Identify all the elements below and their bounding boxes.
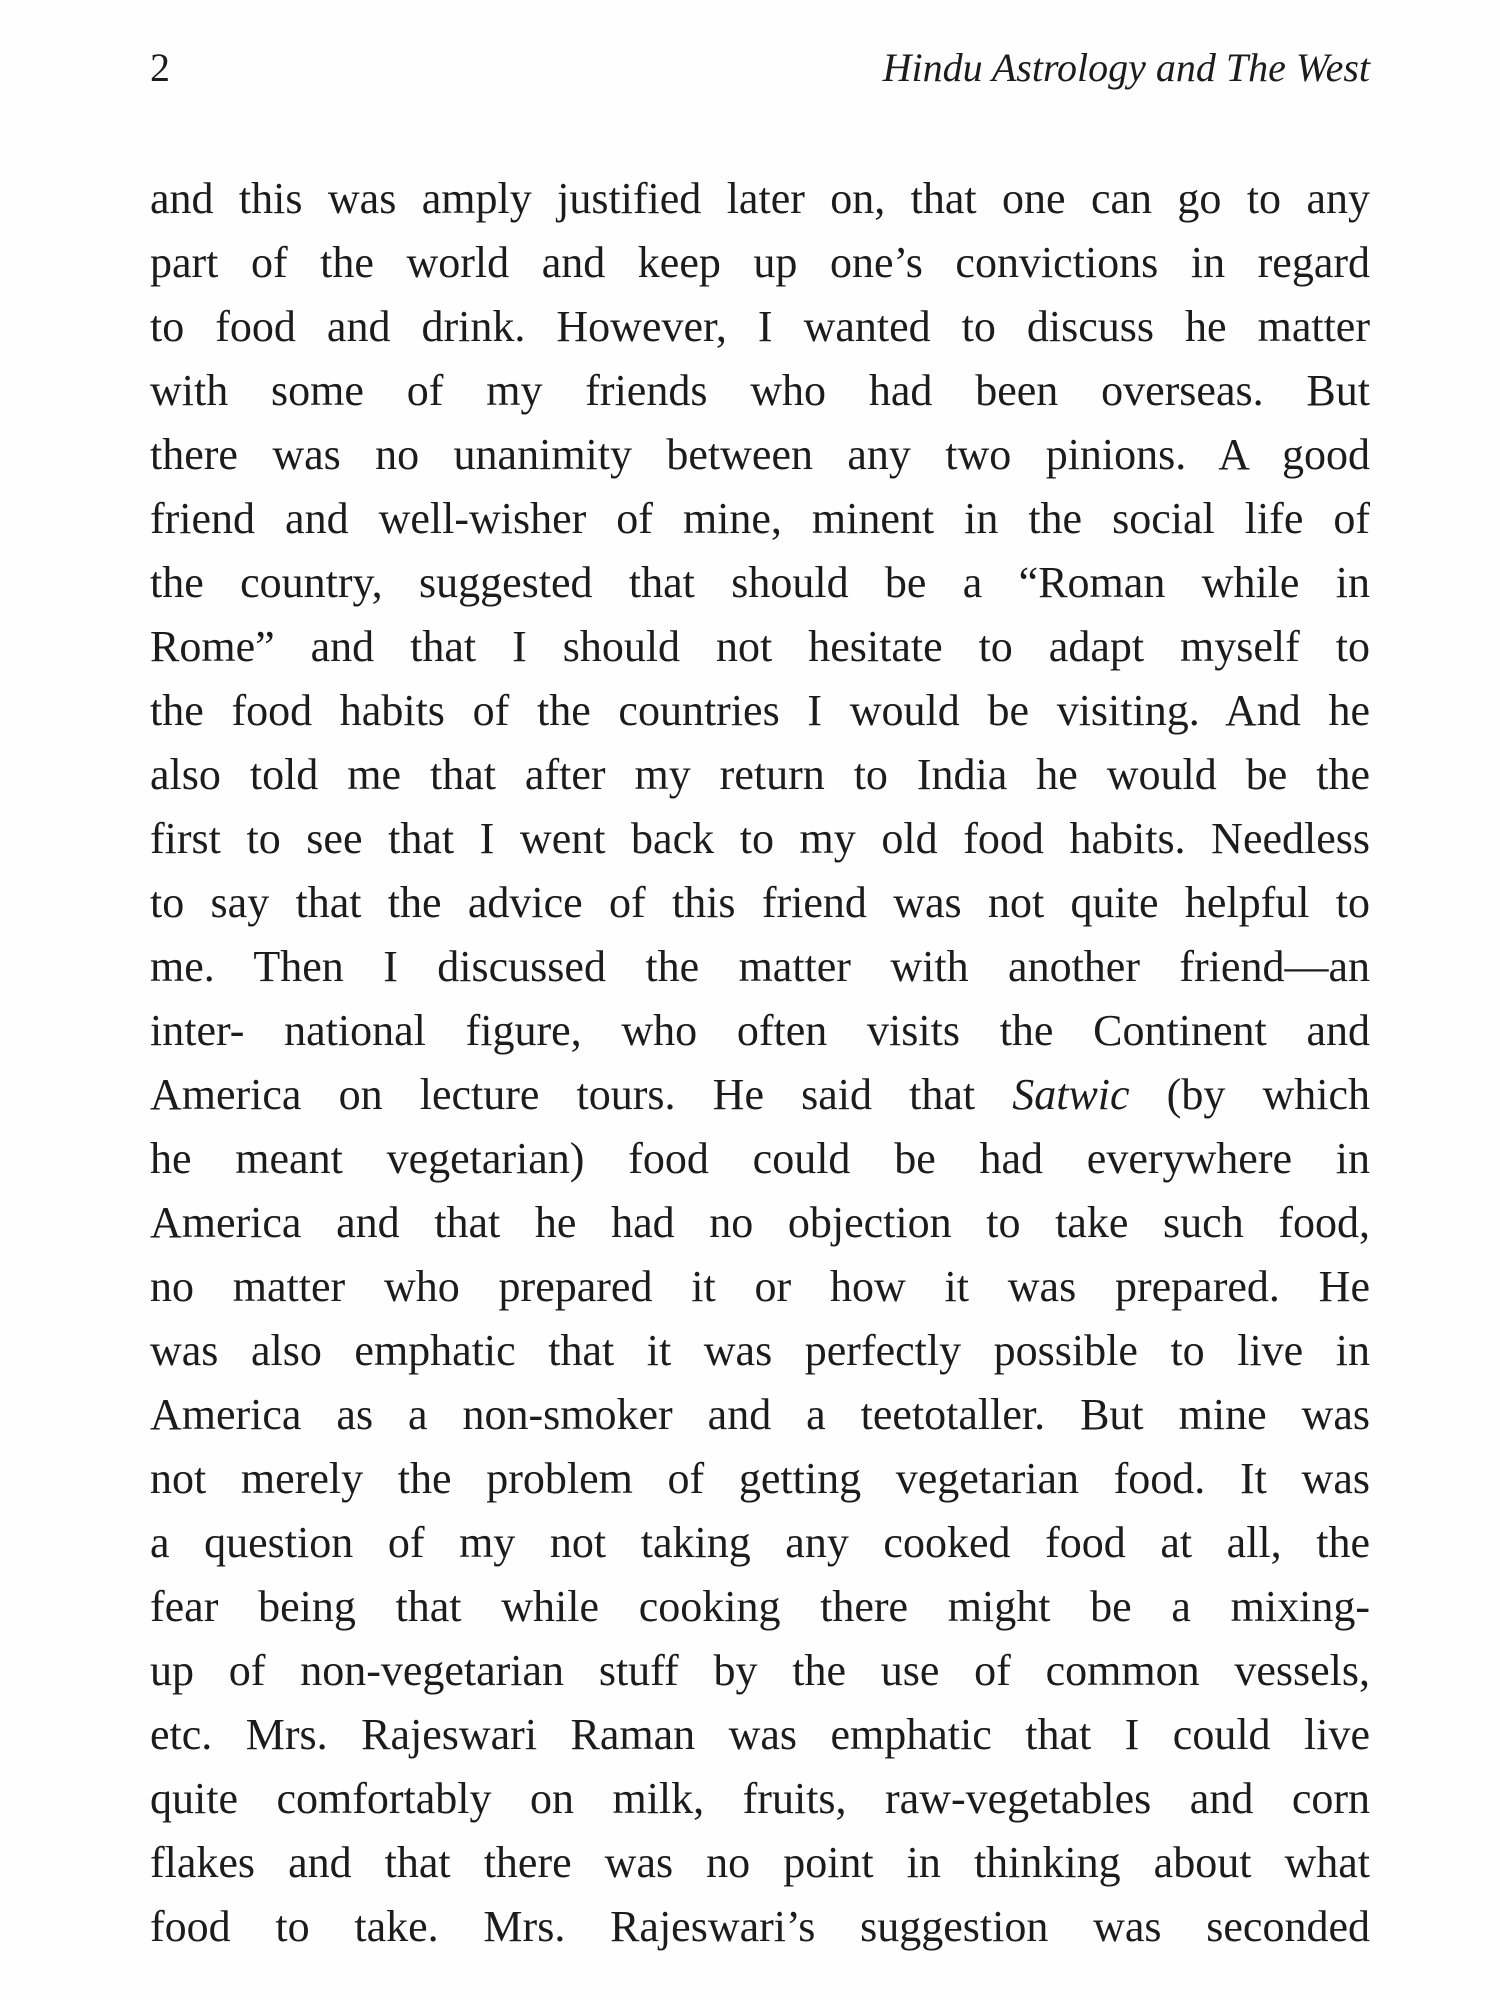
text-line: etc. Mrs. Rajeswari Raman was emphatic that I could live: [150, 1710, 1370, 1759]
page-number: 2: [150, 45, 170, 90]
text-line: no matter who prepared it or how it was prepared. He: [150, 1262, 1370, 1311]
text-line: inter- national figure, who often visits the Continent and: [150, 1006, 1370, 1055]
body-text: [150, 167, 1370, 1959]
text-line: there was no unanimity between any two pinions. A good: [150, 430, 1370, 479]
text-line: up of non-vegetarian stuff by the use of common vessels,: [150, 1646, 1370, 1695]
text-line: America as a non-smoker and a teetotaller. But mine was: [150, 1390, 1370, 1439]
text-line: friend and well-wisher of mine, minent in the social life of: [150, 494, 1370, 543]
text-line: Rome” and that I should not hesitate to adapt myself to: [150, 622, 1370, 671]
text-line: also told me that after my return to India he would be the: [150, 750, 1370, 799]
text-line: and this was amply justified later on, that one can go to any: [150, 174, 1370, 223]
text-line-with-italic: [150, 1063, 1370, 1127]
text-line: first to see that I went back to my old food habits. Needless: [150, 814, 1370, 863]
text-line: quite comfortably on milk, fruits, raw-vegetables and corn: [150, 1774, 1370, 1823]
text-run: America on lecture tours. He said that: [150, 1070, 1013, 1119]
italic-term: Satwic: [1012, 1070, 1130, 1119]
text-line: to food and drink. However, I wanted to discuss he matter: [150, 302, 1370, 351]
text-line: the food habits of the countries I would be visiting. And he: [150, 686, 1370, 735]
running-head: [150, 38, 1370, 98]
text-line: flakes and that there was no point in thinking about what: [150, 1838, 1370, 1887]
text-line: with some of my friends who had been overseas. But: [150, 366, 1370, 415]
text-line: fear being that while cooking there might be a mixing-: [150, 1582, 1370, 1631]
text-line: America and that he had no objection to take such food,: [150, 1198, 1370, 1247]
text-line: me. Then I discussed the matter with another friend—an: [150, 942, 1370, 991]
book-title: Hindu Astrology and The West: [882, 45, 1370, 90]
text-line: the country, suggested that should be a “Roman while in: [150, 558, 1370, 607]
text-line: he meant vegetarian) food could be had everywhere in: [150, 1134, 1370, 1183]
text-line: a question of my not taking any cooked food at all, the: [150, 1518, 1370, 1567]
text-line: food to take. Mrs. Rajeswari’s suggestion was seconded: [150, 1902, 1370, 1951]
text-line: not merely the problem of getting vegetarian food. It was: [150, 1454, 1370, 1503]
text-line: was also emphatic that it was perfectly possible to live in: [150, 1326, 1370, 1375]
text-run: (by which: [1129, 1070, 1370, 1119]
text-line: to say that the advice of this friend was not quite helpful to: [150, 878, 1370, 927]
text-line: part of the world and keep up one’s convictions in regard: [150, 238, 1370, 287]
